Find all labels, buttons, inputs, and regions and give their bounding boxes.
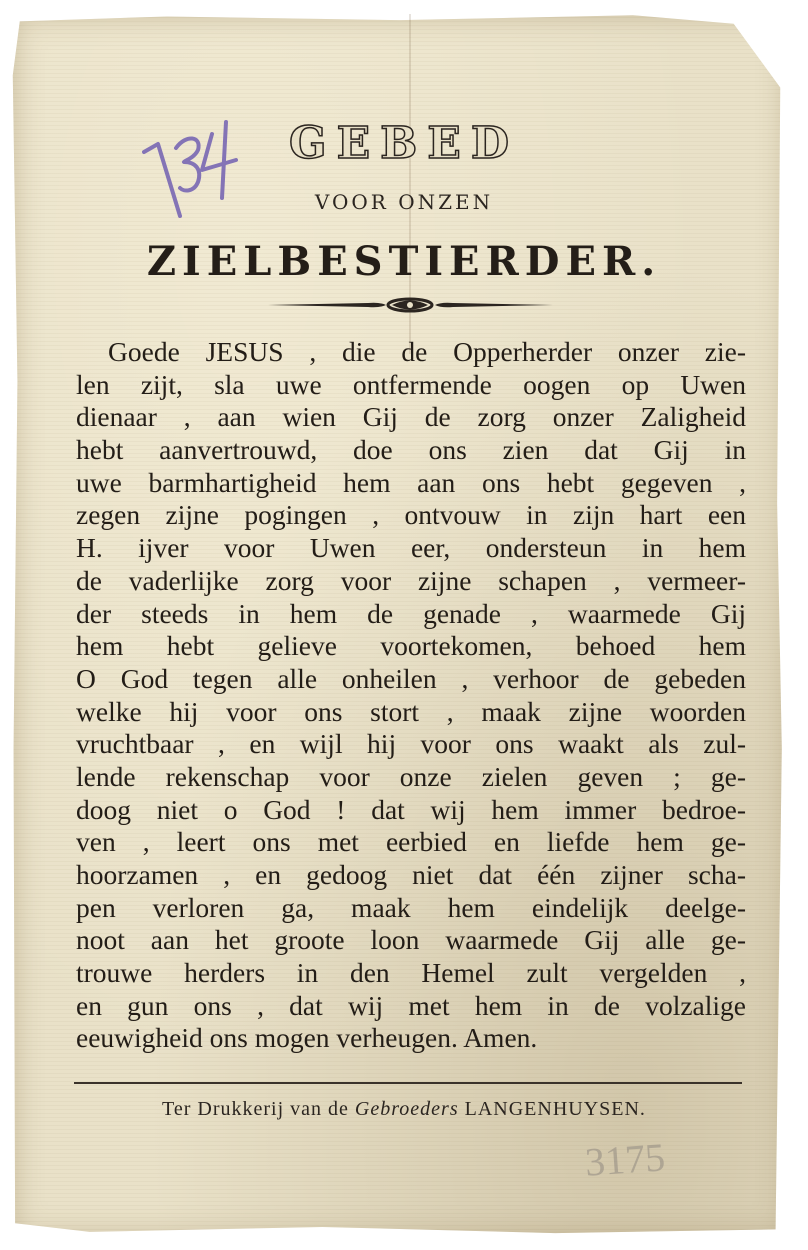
prayer-line: trouwe herders in den Hemel zult vergelden , [76,957,746,989]
imprint-publisher-italic: Gebroeders [354,1098,459,1120]
prayer-line: ven , leert ons met eerbied en liefde hem ge- [76,826,746,858]
prayer-line: dienaar , aan wien Gij de zorg onzer Zaligheid [76,401,746,433]
imprint-publisher-name: LANGENHUYSEN. [464,1098,646,1120]
prayer-line: H. ijver voor Uwen eer, ondersteun in hem [76,532,746,564]
prayer-line: uwe barmhartigheid hem aan ons hebt gegeven , [76,466,746,498]
prayer-line: hem hebt gelieve voortekomen, behoed hem [76,630,746,662]
prayer-line: noot aan het groote loon waarmede Gij alle ge- [76,924,746,956]
document-title: GEBED [289,118,519,169]
prayer-line: vruchtbaar , en wijl hij voor ons waakt als zul- [76,728,746,760]
imprint-prefix: Ter Drukkerij van de [162,1098,349,1120]
prayer-line: der steeds in hem de genade , waarmede Gij [76,597,746,629]
ornamental-divider [268,294,553,316]
prayer-line: pen verloren ga, maak hem eindelijk deelge- [76,891,746,923]
prayer-line: zegen zijne pogingen , ontvouw in zijn hart een [76,499,746,531]
prayer-line: en gun ons , dat wij met hem in de volzalige [76,989,746,1021]
prayer-line: Goede JESUS , die de Opperherder onzer zie- [108,336,746,367]
prayer-line: de vaderlijke zorg voor zijne schapen , vermeer- [76,564,746,596]
prayer-line: welke hij voor ons stort , maak zijne woorden [76,695,746,727]
prayer-line: eeuwigheid ons mogen verheugen. Amen. [76,1022,538,1054]
pencil-number: 3175 [583,1134,667,1185]
prayer-line: doog niet o God ! dat wij hem immer bedroe- [76,793,746,825]
prayer-line: hebt aanvertrouwd, doe ons zien dat Gij in [76,434,746,466]
prayer-text [76,336,746,1055]
bottom-rule [74,1082,742,1084]
prayer-line: len zijt, sla uwe ontfermende oogen op Uwen [76,368,746,400]
prayer-line: hoorzamen , en gedoog niet dat één zijner scha- [76,859,746,890]
prayer-line: lende rekenschap voor onze zielen geven ; ge- [76,760,746,792]
document-heading: ZIELBESTIERDER. [146,238,662,285]
document-subtitle: VOOR ONZEN [314,190,494,214]
prayer-line: O God tegen alle onheilen , verhoor de gebeden [76,662,746,694]
printer-imprint [0,1098,808,1121]
